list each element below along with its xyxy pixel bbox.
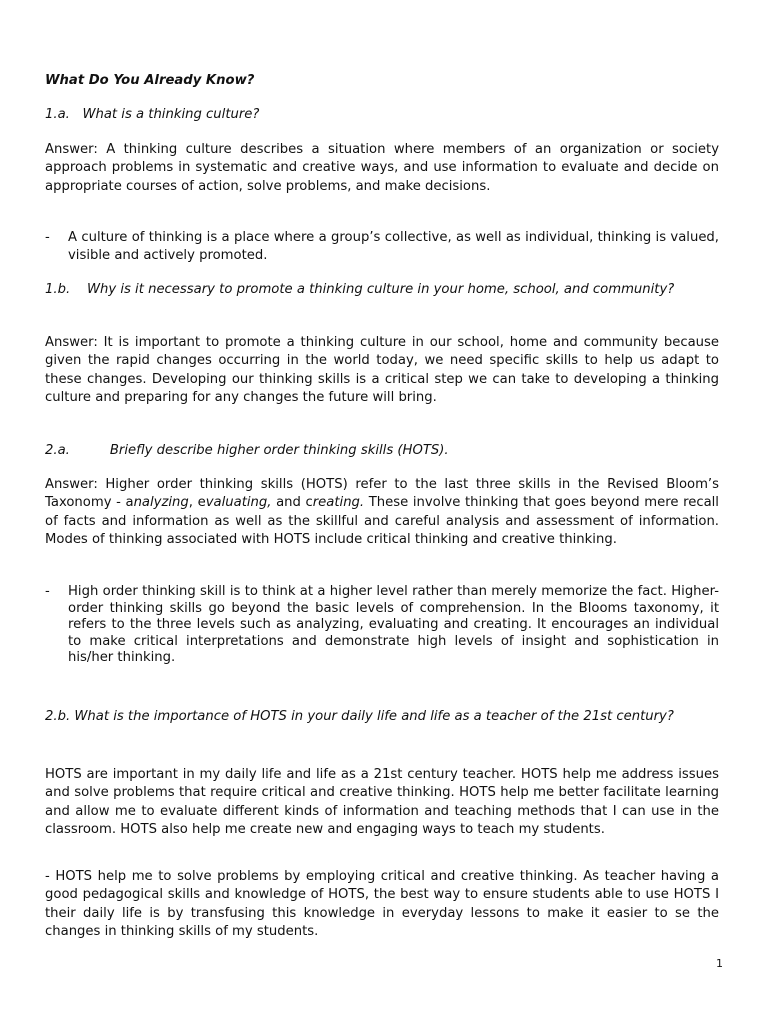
question-text: Why is it necessary to promote a thinking culture in your home, school, and community? <box>86 282 675 297</box>
question-2b <box>45 708 719 726</box>
answer-italic: nalyzing <box>133 495 189 511</box>
section-heading: What Do You Already Know? <box>45 73 255 88</box>
bullet-dash: - <box>45 230 50 245</box>
bullet-text: A culture of thinking is a place where a group’s collective, as well as individual, thinking is valued, visible and actively promoted. <box>68 230 719 264</box>
question-text: Briefly describe higher order thinking skills (HOTS). <box>109 443 449 458</box>
bullet-2a <box>45 584 719 667</box>
question-number: 1.b. <box>45 282 71 297</box>
question-number: 2.b. <box>45 709 71 724</box>
answer-text: and c <box>271 495 313 511</box>
question-text: What is a thinking culture? <box>82 107 260 122</box>
bullet-2b: - HOTS help me to solve problems by employing critical and creative thinking. As teacher having a good pedagogical skills and knowledge of HOTS, the best way to ensure students able to use HOTS I their daily life is by transfusing this knowledge in everyday lessons to make it easier to se the changes in thinking skills of my students. <box>45 869 719 940</box>
answer-2b: HOTS are important in my daily life and life as a 21st century teacher. HOTS help me address issues and solve problems that require critical and creative thinking. HOTS help me better facilitate learning and allow me to evaluate different kinds of information and teaching methods that I can use in the classroom. HOTS also help me create new and engaging ways to teach my students. <box>45 767 719 838</box>
question-2a <box>45 442 719 460</box>
question-number: 1.a. <box>45 107 70 122</box>
page-number: 1 <box>716 957 723 970</box>
question-number: 2.a. <box>45 443 70 458</box>
answer-italic: reating. <box>312 495 365 511</box>
question-1a <box>45 106 719 124</box>
answer-1b: Answer: It is important to promote a thinking culture in our school, home and community because given the rapid changes occurring in the world today, we need specific skills to help us adapt to these changes. Developing our thinking skills is a critical step we can take to developing a thinking culture and preparing for any changes the future will bring. <box>45 335 719 406</box>
answer-2a <box>45 476 719 550</box>
answer-text: These involve thinking that goes beyond mere recall of facts and information as well as the skillful and careful analysis and assessment of information. Modes of thinking associated with HOTS include critical thinking and creative thinking. <box>45 495 719 548</box>
answer-text: Answer: Higher order thinking skills (HOTS) refer to the last three skills in the Revised Bloom’s Taxonomy - a <box>45 477 719 511</box>
answer-1a: Answer: A thinking culture describes a situation where members of an organization or society approach problems in systematic and creative ways, and use information to evaluate and decide on appropriate courses of action, solve problems, and make decisions. <box>45 142 719 194</box>
question-text: What is the importance of HOTS in your daily life and life as a teacher of the 21st century? <box>74 709 674 724</box>
bullet-text: High order thinking skill is to think at a higher level rather than merely memorize the fact. Higher-order thinking skills go beyond the basic levels of comprehension. In the Blooms taxonomy, it refers to the three levels such as analyzing, evaluating and creating. It encourages an individual to make critical interpretations and demonstrate high levels of insight and sophistication in his/her thinking. <box>68 584 719 665</box>
answer-text: , e <box>188 495 206 511</box>
bullet-dash: - <box>45 584 50 599</box>
question-1b <box>45 281 764 299</box>
bullet-1a <box>45 229 719 266</box>
answer-italic: valuating, <box>205 495 272 511</box>
